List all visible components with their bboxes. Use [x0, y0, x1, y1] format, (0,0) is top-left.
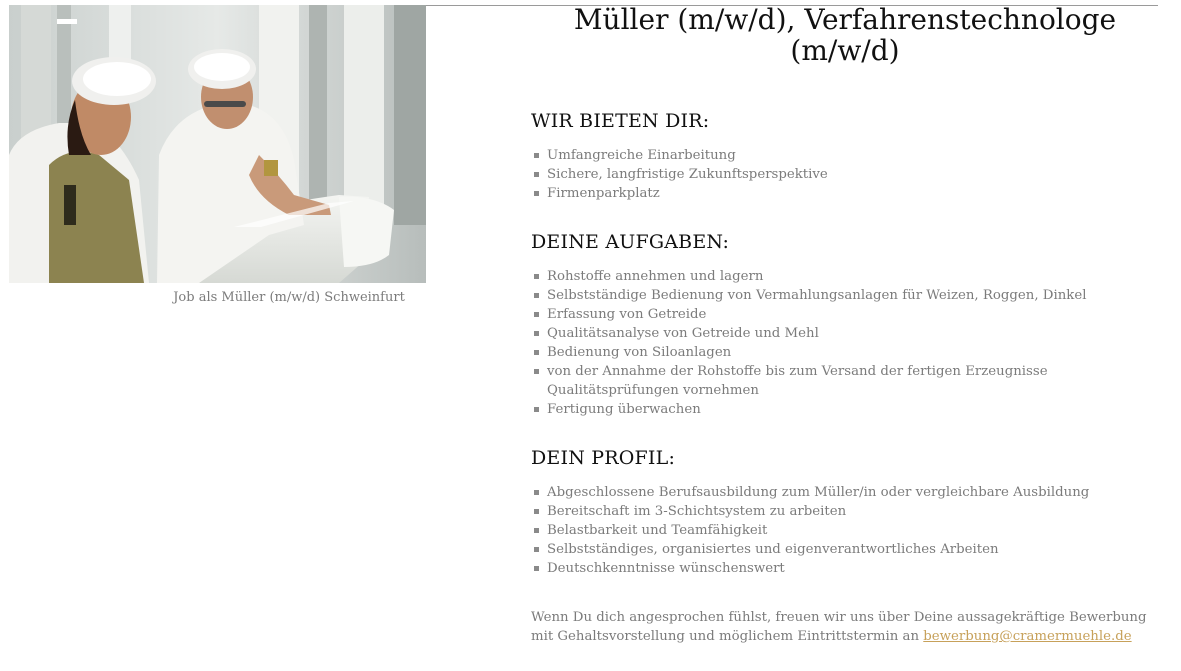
list-item: von der Annahme der Rohstoffe bis zum Versand der fertigen Erzeugnisse Qualitätsprüfungen vornehmen: [531, 362, 1171, 400]
list-item: Fertigung überwachen: [531, 400, 1171, 419]
list-item: Selbstständige Bedienung von Vermahlungsanlagen für Weizen, Roggen, Dinkel: [531, 286, 1171, 305]
tasks-list: [531, 267, 1171, 419]
list-item: Umfangreiche Einarbeitung: [531, 146, 1171, 165]
list-item: Selbstständiges, organisiertes und eigenverantwortliches Arbeiten: [531, 540, 1171, 559]
email-link[interactable]: bewerbung@cramermuehle.de: [923, 629, 1132, 644]
list-item: Belastbarkeit und Teamfähigkeit: [531, 521, 1171, 540]
list-item: Rohstoffe annehmen und lagern: [531, 267, 1171, 286]
list-item: Erfassung von Getreide: [531, 305, 1171, 324]
list-item: Bedienung von Siloanlagen: [531, 343, 1171, 362]
list-item: Abgeschlossene Berufsausbildung zum Müller/in oder vergleichbare Ausbildung: [531, 483, 1171, 502]
job-photo: [9, 5, 426, 283]
profile-list: [531, 483, 1171, 578]
list-item: Deutschkenntnisse wünschenswert: [531, 559, 1171, 578]
section-heading-offer: WIR BIETEN DIR:: [531, 110, 710, 132]
offer-list: [531, 146, 1171, 203]
section-heading-profile: DEIN PROFIL:: [531, 447, 676, 469]
section-heading-tasks: DEINE AUFGABEN:: [531, 231, 730, 253]
closing-paragraph: [531, 608, 1171, 646]
page-title: Müller (m/w/d), Verfahrenstechnologe (m/w/d): [573, 3, 1117, 67]
list-item: Firmenparkplatz: [531, 184, 1171, 203]
list-item: Qualitätsanalyse von Getreide und Mehl: [531, 324, 1171, 343]
photo-caption: Job als Müller (m/w/d) Schweinfurt: [173, 290, 405, 305]
list-item: Bereitschaft im 3-Schichtsystem zu arbeiten: [531, 502, 1171, 521]
closing-text: Wenn Du dich angesprochen fühlst, freuen wir uns über Deine aussagekräftige Bewerbung mit Gehaltsvorstellung und möglichem Eintrittstermin an: [531, 610, 1147, 644]
list-item: Sichere, langfristige Zukunftsperspektive: [531, 165, 1171, 184]
